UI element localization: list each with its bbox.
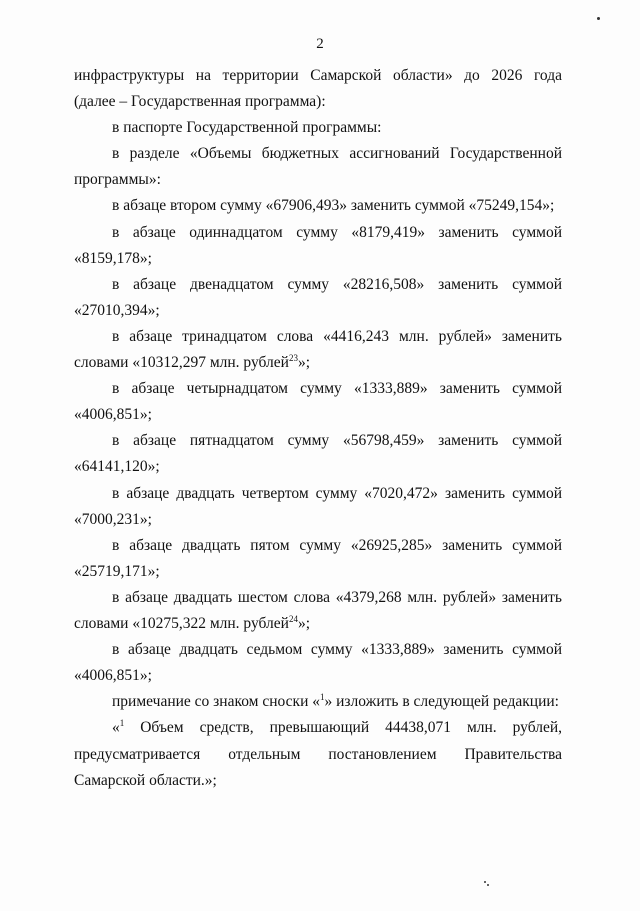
text-line: (далее – Государственная программа): (74, 93, 326, 110)
text-line: в абзаце одиннадцатом сумму «8179,419» заменить суммой (112, 224, 562, 241)
scan-speck (484, 881, 486, 883)
text-fragment: » изложить в следующей редакции: (324, 693, 559, 710)
text-line: «8159,178»; (74, 250, 152, 267)
text-line: в абзаце пятнадцатом сумму «56798,459» заменить суммой (112, 432, 562, 449)
text-line (74, 614, 310, 634)
footnote-mark: 23 (288, 353, 298, 363)
text-line: «25719,171»; (74, 563, 160, 580)
text-fragment: словами «10275,322 млн. рублей (74, 615, 289, 632)
text-line (74, 353, 310, 373)
text-line (112, 718, 562, 738)
text-line: в абзаце двадцать седьмом сумму «1333,889» заменить суммой (112, 641, 562, 658)
text-fragment: « (112, 719, 120, 736)
text-line: в паспорте Государственной программы: (112, 119, 382, 136)
text-line: в абзаце двадцать четвертом сумму «7020,472» заменить суммой (112, 485, 562, 502)
text-fragment: »; (297, 354, 310, 371)
text-line: «4006,851»; (74, 406, 152, 423)
text-line: «7000,231»; (74, 511, 152, 528)
text-line: предусматривается отдельным постановлением Правительства (74, 746, 562, 763)
text-line: «27010,394»; (74, 302, 160, 319)
text-line: в абзаце двенадцатом сумму «28216,508» заменить суммой (112, 276, 562, 293)
footnote-mark: 1 (119, 718, 125, 728)
footnote-mark: 24 (288, 614, 298, 624)
text-line: в абзаце тринадцатом слова «4416,243 млн. рублей» заменить (112, 328, 562, 345)
text-line: Самарской области.»; (74, 772, 217, 789)
scan-speck (597, 17, 600, 20)
text-line (112, 692, 559, 712)
text-line: в абзаце четырнадцатом сумму «1333,889» заменить суммой (112, 380, 562, 397)
text-line: в разделе «Объемы бюджетных ассигнований Государственной (112, 145, 562, 162)
text-line: в абзаце втором сумму «67906,493» заменить суммой «75249,154»; (112, 197, 555, 214)
text-fragment: словами «10312,297 млн. рублей (74, 354, 289, 371)
text-line: программы»: (74, 171, 161, 188)
text-line: инфраструктуры на территории Самарской области» до 2026 года (74, 67, 562, 84)
text-line: в абзаце двадцать шестом слова «4379,268 млн. рублей» заменить (112, 589, 562, 606)
text-fragment: Объем средств, превышающий 44438,071 млн. рублей, (124, 719, 562, 736)
scan-speck (487, 884, 489, 886)
text-line: «4006,851»; (74, 667, 152, 684)
text-line: в абзаце двадцать пятом сумму «26925,285» заменить суммой (112, 537, 562, 554)
text-fragment: примечание со знаком сноски « (112, 693, 320, 710)
page-number: 2 (316, 36, 324, 52)
footnote-mark: 1 (320, 692, 325, 702)
text-fragment: »; (297, 615, 310, 632)
text-line: «64141,120»; (74, 458, 160, 475)
